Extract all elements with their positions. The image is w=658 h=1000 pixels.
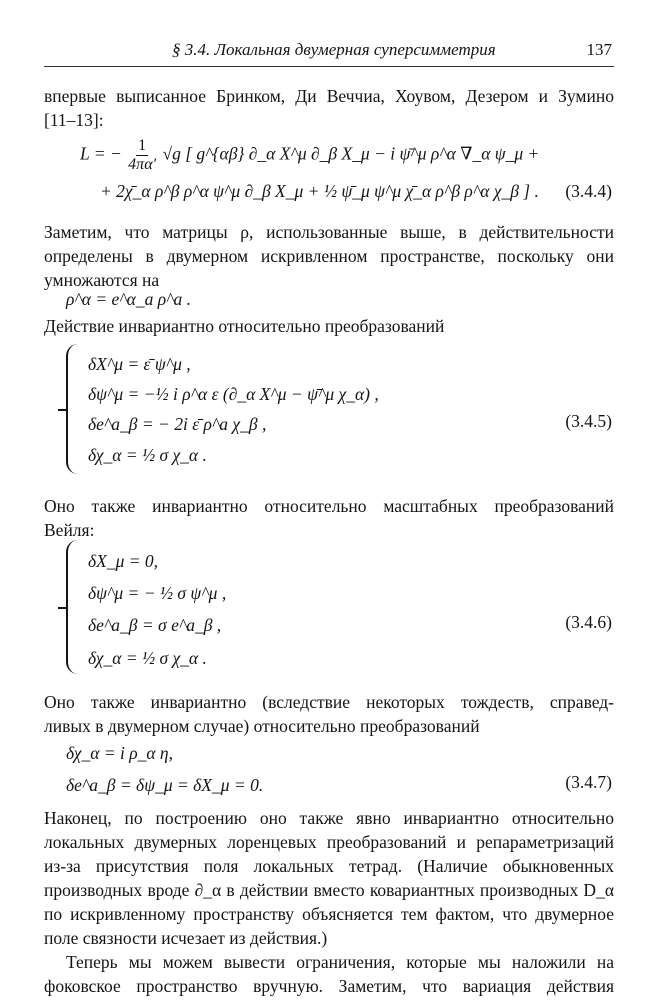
- text-line: Заметим, что матрицы ρ, использованные выше, в действительности: [44, 222, 614, 242]
- page-number: 137: [586, 40, 612, 59]
- equation-3-4-5-l3: δe^a_β = − 2i ε̄ ρ^a χ_β ,: [88, 414, 267, 434]
- intro-paragraph: [44, 84, 614, 132]
- equation-3-4-5-l1: δX^μ = ε̄ ψ^μ ,: [88, 354, 191, 374]
- finally-paragraph: [44, 806, 614, 950]
- constraints-paragraph: [44, 950, 614, 998]
- eq-rest: √g [ g^{αβ} ∂_α X^μ ∂_β X_μ − i ψ̄^μ ρ^α ∇_α ψ_μ +: [162, 143, 540, 164]
- fraction-denominator: 4πα′: [128, 156, 157, 173]
- text-line: фоковское пространство вручную. Заметим, что вариация действия: [44, 976, 614, 996]
- equation-number: (3.4.6): [565, 612, 612, 632]
- text-line: ливых в двумерном случае) относительно преобразований: [44, 716, 480, 736]
- text-line: умножаются на: [44, 270, 160, 290]
- text-line: определены в двумерном искривленном пространстве, поскольку они: [44, 246, 614, 266]
- text-line: по искривленному пространству объясняется тем фактом, что двумерное: [44, 904, 614, 924]
- text-line: Оно также инвариантно (вследствие некоторых тождеств, справед-: [44, 692, 614, 712]
- equation-3-4-6-l4: δχ_α = ½ σ χ_α .: [88, 648, 207, 668]
- equation-3-4-4-line1: [80, 137, 539, 174]
- left-brace: [66, 540, 82, 674]
- header-rule: [44, 66, 614, 67]
- text-line: Наконец, по построению оно также явно инвариантно относительно: [44, 808, 614, 828]
- text-line: поле связности исчезает из действия.): [44, 928, 328, 948]
- rho-formula: ρ^α = e^α_a ρ^a .: [66, 289, 192, 309]
- equation-number: (3.4.4): [565, 181, 612, 201]
- identities-paragraph: [44, 690, 614, 738]
- text-line: Теперь мы можем вывести ограничения, которые мы наложили на: [66, 952, 614, 972]
- equation-3-4-7-l1: δχ_α = i ρ_α η,: [66, 743, 173, 763]
- rho-paragraph: [44, 220, 614, 292]
- text-line: Вейля:: [44, 520, 95, 540]
- eq-line: + 2χ̄_α ρ^β ρ^α ψ^μ ∂_β X_μ + ½ ψ̄_μ ψ^μ χ̄_α ρ^β ρ^α χ_β ] .: [100, 181, 539, 201]
- equation-3-4-6-l1: δX_μ = 0,: [88, 551, 159, 571]
- text-line: впервые выписанное Бринком, Ди Веччиа, Хоувом, Дезером и Зумино: [44, 86, 614, 106]
- equation-number: (3.4.7): [565, 772, 612, 792]
- text-line: Действие инвариантно относительно преобразований: [44, 316, 445, 336]
- text-line: [11–13]:: [44, 110, 104, 130]
- left-brace: [66, 344, 82, 474]
- text-line: из-за присутствия поля локальных тетрад. (Наличие обыкновенных: [44, 856, 614, 876]
- invariant-paragraph: [44, 314, 614, 338]
- fraction: [128, 137, 156, 174]
- equation-3-4-5-l2: δψ^μ = −½ i ρ^α ε (∂_α X^μ − ψ̄^μ χ_α) ,: [88, 384, 379, 404]
- running-head: § 3.4. Локальная двумерная суперсимметрия: [172, 40, 496, 59]
- text-line: локальных двумерных лоренцевых преобразований и репараметризаций: [44, 832, 614, 852]
- text-line: Оно также инвариантно относительно масштабных преобразований: [44, 496, 614, 516]
- fraction-numerator: 1: [138, 137, 147, 154]
- text-line: производных вроде ∂_α в действии вместо ковариантных производных D_α: [44, 880, 614, 900]
- eq-lhs: L = −: [80, 143, 122, 164]
- equation-3-4-5-l4: δχ_α = ½ σ χ_α .: [88, 445, 207, 465]
- equation-3-4-4-line2: [100, 178, 539, 204]
- equation-3-4-6-l2: δψ^μ = − ½ σ ψ^μ ,: [88, 583, 227, 603]
- equation-number: (3.4.5): [565, 411, 612, 431]
- equation-3-4-7-l2: δe^a_β = δψ_μ = δX_μ = 0.: [66, 775, 264, 795]
- weyl-paragraph: [44, 494, 614, 542]
- equation-3-4-6-l3: δe^a_β = σ e^a_β ,: [88, 615, 222, 635]
